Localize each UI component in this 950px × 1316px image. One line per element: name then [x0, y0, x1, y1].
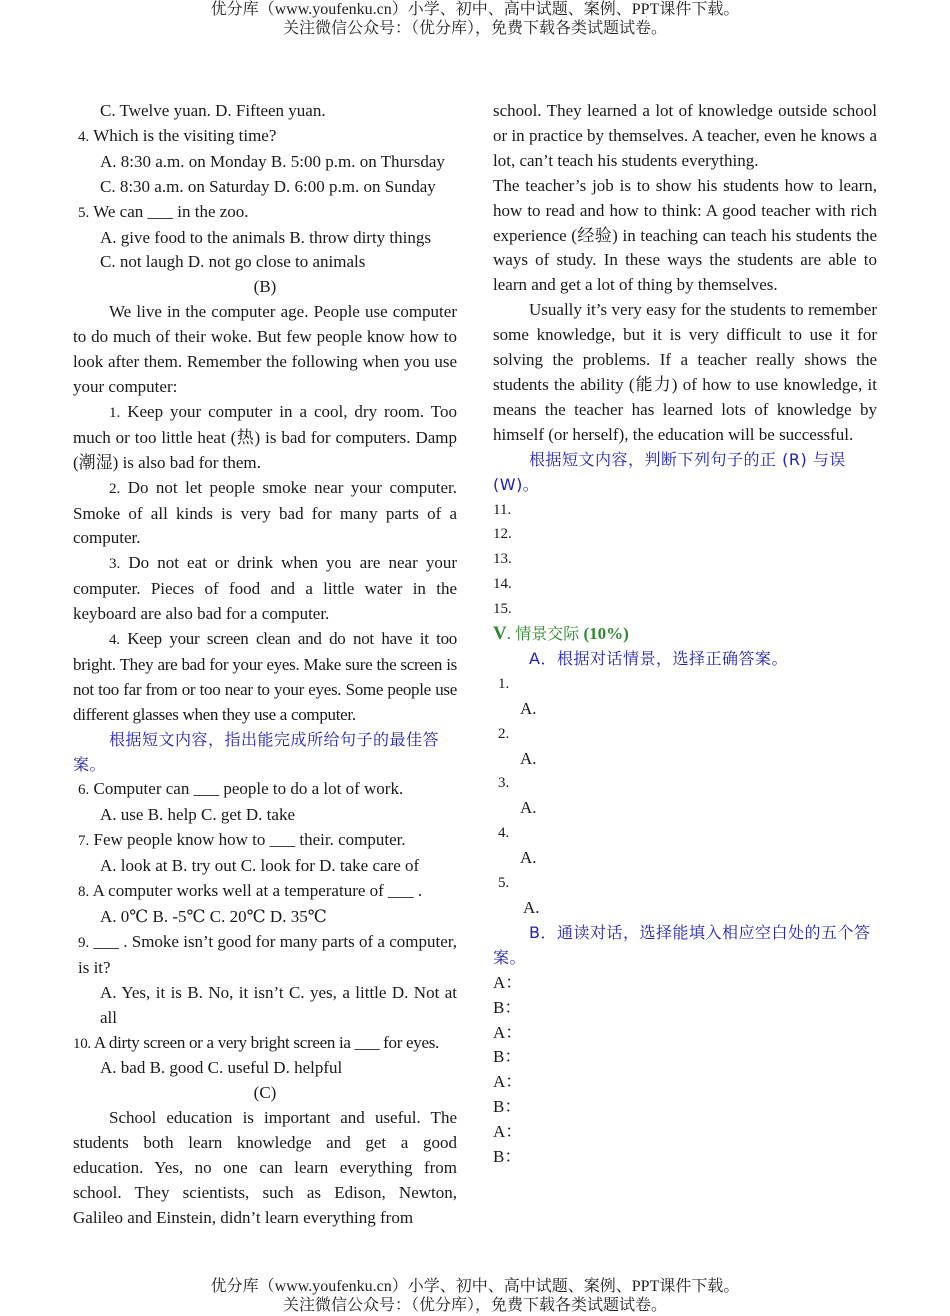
option-line: A. use B. help C. get D. take — [100, 805, 295, 825]
paragraph-text: Keep your screen clean and do not have it too bright. They are bad for your eyes. Make sure the screen is not too far from or too near to your eyes. Some people use different glasses when they use a computer. — [73, 629, 457, 724]
question-text: ___ . Smoke isn’t good for many parts of a computer, is it? — [78, 931, 457, 977]
question-number: 10. — [73, 1035, 91, 1052]
dialog-speaker: A： — [493, 1122, 523, 1142]
dialogue-choice-list — [493, 672, 877, 921]
question-text: Computer can ___ people to do a lot of work. — [93, 779, 404, 799]
footer-line-2: 关注微信公众号：（优分库），免费下载各类试题试卷。 — [282, 1297, 667, 1314]
dialog-lines — [493, 971, 877, 1170]
choice-number: 3. — [498, 775, 510, 792]
item-number: 1. — [109, 404, 121, 421]
question-text: Few people know how to ___ their. computer. — [93, 830, 406, 850]
section-5-heading: V. 情景交际 (10%) — [493, 623, 629, 645]
header-line-1: 优分库（www.youfenku.cn）小学、初中、高中试题、案例、PPT课件下载。 — [210, 1, 740, 18]
item-number: 2. — [109, 480, 121, 497]
paragraph-text: Keep your computer in a cool, dry room. Too much or too little heat (热) is bad for computers. Damp (潮湿) is also bad for them. — [73, 401, 458, 472]
footer-banner — [0, 1277, 950, 1315]
passage-b-paragraph-5 — [73, 627, 457, 728]
section-title: 情景交际 — [515, 624, 580, 644]
question-text: A dirty screen or a very bright screen ia ___ for eyes. — [93, 1032, 439, 1052]
choice-option: A. — [520, 798, 537, 818]
left-column — [73, 99, 457, 1231]
question-10 — [73, 1031, 457, 1057]
tf-item: 15. — [493, 601, 512, 618]
tf-item: 14. — [493, 576, 512, 593]
header-banner — [0, 0, 950, 38]
question-text: We can ___ in the zoo. — [93, 201, 249, 221]
question-number: 9. — [78, 934, 90, 951]
dialog-speaker: A： — [493, 972, 523, 992]
question-8 — [73, 879, 457, 905]
item-number: 4. — [109, 632, 120, 649]
passage-b-paragraph-3 — [73, 476, 457, 552]
question-5 — [73, 200, 457, 226]
passage-b-paragraph-4 — [73, 551, 457, 627]
choice-option: A. — [520, 748, 537, 768]
paragraph-text: Do not let people smoke near your computer. Smoke of all kinds is very bad for many parts of a computer. — [73, 477, 457, 548]
question-9 — [73, 930, 457, 981]
passage-c-paragraph-1-continued: school. They learned a lot of knowledge outside school or in practice by themselves. A teacher, even he knows a lot, can’t teach his students everything. — [493, 101, 877, 170]
choice-number: 2. — [498, 725, 510, 742]
footer-line-1: 优分库（www.youfenku.cn）小学、初中、高中试题、案例、PPT课件下载。 — [210, 1278, 740, 1295]
passage-c-paragraph-3 — [493, 298, 877, 447]
option-line: A. look at B. try out C. look for D. take care of — [100, 856, 420, 876]
option-line: A. 0℃ B. -5℃ C. 20℃ D. 35℃ — [100, 907, 327, 926]
option-line: A. 8:30 a.m. on Monday B. 5:00 p.m. on Thursday — [100, 151, 445, 171]
choice-number: 5. — [498, 875, 510, 892]
question-number: 8. — [78, 884, 90, 901]
instruction-5b: B．通读对话，选择能填入相应空白处的五个答案。 — [493, 922, 871, 967]
question-4 — [73, 124, 457, 150]
question-number: 7. — [78, 833, 90, 850]
paragraph-text: Do not eat or drink when you are near your computer. Pieces of food and a little water in the keyboard are also bad for a computer. — [73, 553, 457, 624]
choice-option: A. — [520, 698, 537, 718]
section-heading-b: (B) — [253, 277, 277, 297]
dialog-speaker: B： — [493, 1147, 522, 1167]
option-line: A. bad B. good C. useful D. helpful — [100, 1058, 343, 1078]
section-roman-numeral: V — [493, 623, 507, 645]
option-line: C. not laugh D. not go close to animals — [100, 252, 366, 272]
question-text: Which is the visiting time? — [93, 125, 277, 145]
header-line-2: 关注微信公众号：（优分库），免费下载各类试题试卷。 — [282, 20, 667, 37]
passage-b-paragraph-1 — [73, 300, 457, 400]
choice-number: 1. — [498, 675, 510, 692]
choice-option: A. — [523, 898, 540, 917]
question-number: 4. — [78, 128, 90, 145]
true-false-list — [493, 498, 877, 623]
paragraph-text: We live in the computer age. People use computer to do much of their woke. But few people know how to look after them. Remember the following when you use your computer: — [73, 302, 457, 396]
question-number: 6. — [78, 782, 90, 799]
instruction-c: 根据短文内容，判断下列句子的正 (R) 与误 (W)。 — [493, 449, 846, 494]
section-percentage: (10%) — [583, 624, 629, 644]
tf-item: 13. — [493, 551, 512, 568]
option-line: C. Twelve yuan. D. Fifteen yuan. — [100, 101, 326, 120]
question-6 — [73, 777, 457, 803]
option-line: A. give food to the animals B. throw dirty things — [100, 227, 431, 247]
dialog-speaker: A： — [493, 1072, 523, 1092]
option-line: A. Yes, it is B. No, it isn’t C. yes, a little D. Not at all — [100, 982, 457, 1027]
section-heading-c: (C) — [253, 1083, 277, 1103]
instruction-5a: A．根据对话情景，选择正确答案。 — [529, 648, 788, 668]
item-number: 3. — [109, 556, 121, 573]
option-line: C. 8:30 a.m. on Saturday D. 6:00 p.m. on Sunday — [100, 176, 436, 196]
question-text: A computer works well at a temperature of ___ . — [92, 881, 423, 901]
dialog-speaker: B： — [493, 1047, 522, 1067]
instruction-b: 根据短文内容，指出能完成所给句子的最佳答案。 — [73, 729, 440, 774]
dialog-speaker: B： — [493, 1097, 522, 1117]
paragraph-text: School education is important and useful. The students both learn knowledge and get a good education. Yes, no one can learn everything from school. They scientists, such as Edison, Newton, Galileo and Einstein, didn’t learn everything from — [73, 1108, 457, 1227]
question-number: 5. — [78, 204, 90, 221]
dialog-speaker: B： — [493, 997, 522, 1017]
passage-b-paragraph-2 — [73, 400, 457, 476]
passage-c-paragraph-2: The teacher’s job is to show his students how to learn, how to read and how to think: A good teacher with rich experience (经验) in teaching can teach his students the ways of study. In these ways the students are able to learn and get a lot of thing by themselves. — [493, 175, 877, 295]
paragraph-text: Usually it’s very easy for the students to remember some knowledge, but it is very difficult to use it for solving the problems. If a teacher really shows the students the ability (能力) of how to use knowledge, it means the teacher has learned lots of knowledge by himself (or herself), the education will be successful. — [493, 300, 877, 444]
right-column — [493, 99, 877, 1170]
question-7 — [73, 828, 457, 854]
passage-c-paragraph-1 — [73, 1106, 457, 1231]
tf-item: 12. — [493, 526, 512, 543]
tf-item: 11. — [493, 501, 512, 518]
choice-number: 4. — [498, 825, 510, 842]
choice-option: A. — [520, 848, 537, 868]
dialog-speaker: A： — [493, 1022, 523, 1042]
